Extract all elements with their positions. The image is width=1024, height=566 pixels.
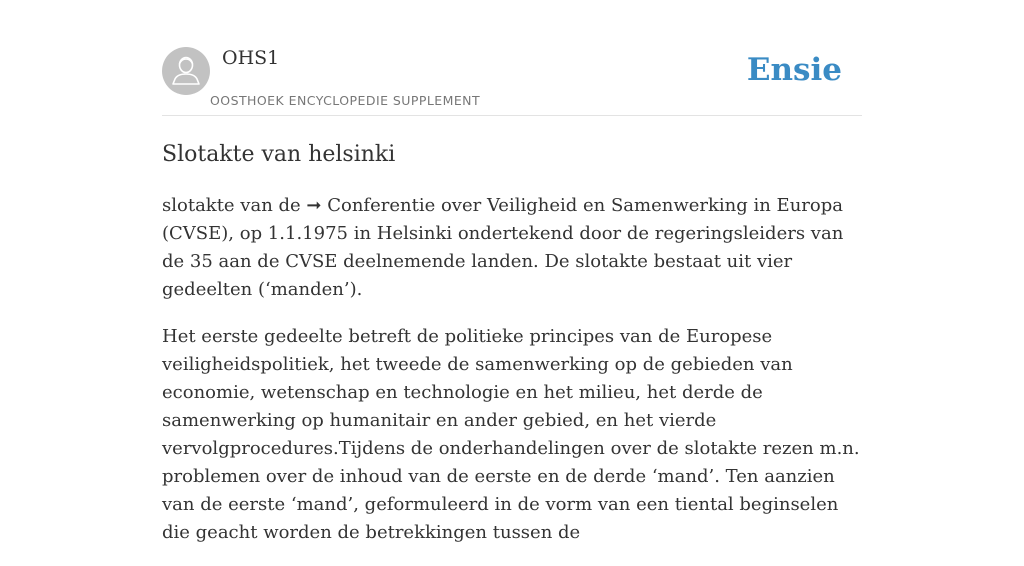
paragraph: Het eerste gedeelte betreft de politieke principes van de Europese veiligheidspolitiek, het tweede de samenwerking op de gebieden van economie, wetenschap en technologie en het milieu, het derde de samenwerking op humanitair en ander gebied, en het vierde vervolgprocedures.Tijdens de onderhandelingen over de slotakte rezen m.n. problemen over de inhoud van de eerste en de derde ‘mand’. Ten aanzien van de eerste ‘mand’, geformuleerd in de vorm van een tiental beginselen die geacht worden de betrekkingen tussen de xyxy=(162,326,860,543)
user-silhouette-icon xyxy=(162,47,210,95)
page-container xyxy=(162,0,862,543)
avatar[interactable] xyxy=(162,47,210,95)
article-header xyxy=(162,0,862,116)
ensie-logo[interactable]: Ensie xyxy=(746,52,842,88)
article-body xyxy=(162,192,862,566)
source-label[interactable]: OOSTHOEK ENCYCLOPEDIE SUPPLEMENT xyxy=(210,93,481,108)
page-title: Slotakte van helsinki xyxy=(162,142,396,167)
author-name[interactable]: OHS1 xyxy=(222,47,280,69)
paragraph: slotakte van de ➞ Conferentie over Veiligheid en Samenwerking in Europa (CVSE), op 1.1.1975 in Helsinki ondertekend door de regeringsleiders van de 35 aan de CVSE deelnemende landen. De slotakte bestaat uit vier gedeelten (‘manden’). xyxy=(162,195,844,300)
